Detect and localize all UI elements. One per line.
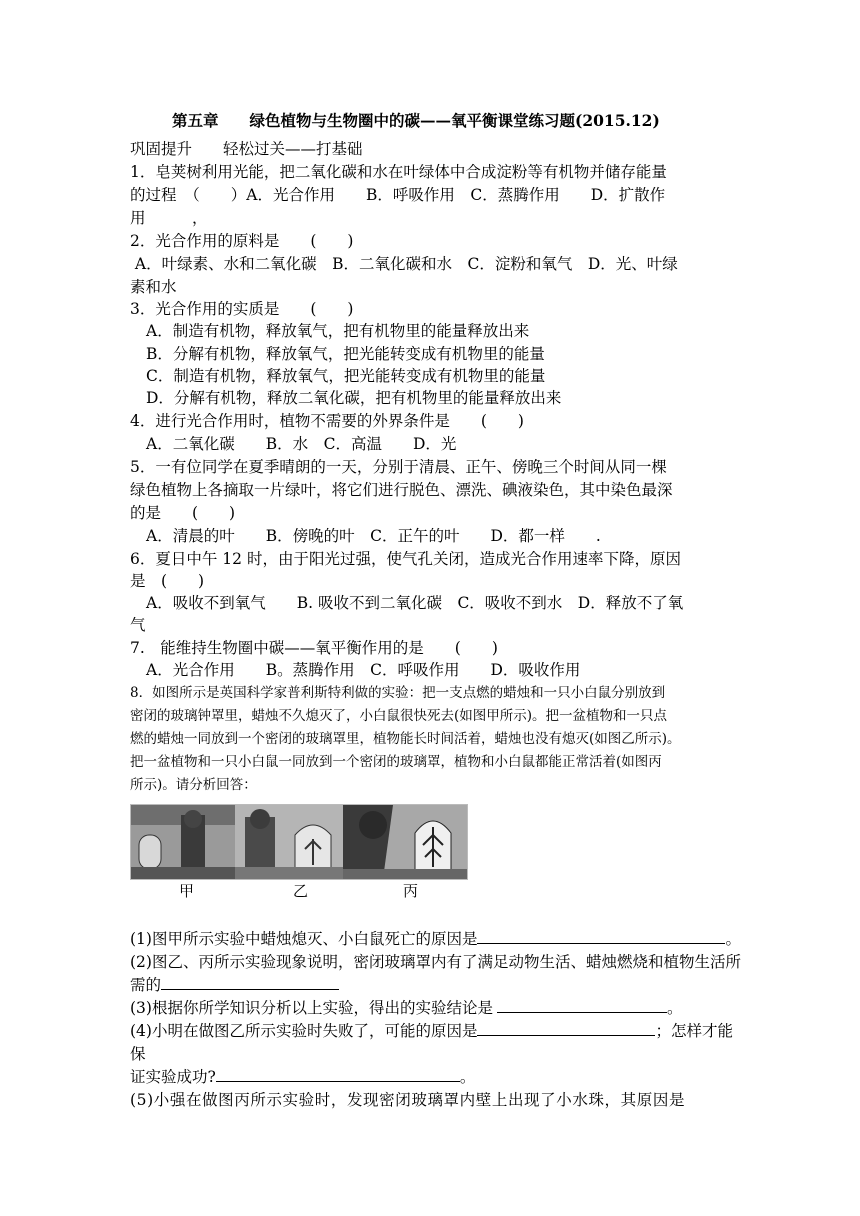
subq2-answer-blank[interactable] — [161, 974, 339, 990]
q3-option-d: D．分解有机物，释放二氧化碳，把有机物里的能量释放出来 — [146, 389, 562, 407]
q3-option-a: A．制造有机物，释放氧气，把有机物里的能量释放出来 — [146, 322, 530, 340]
subq1 — [130, 928, 741, 950]
page-title: 第五章 绿色植物与生物圈中的碳——氧平衡课堂练习题(2015.12) — [172, 111, 660, 130]
subq4-answer-blank-1[interactable] — [477, 1020, 655, 1036]
subq4-mid: ；怎样才能 — [655, 1022, 733, 1040]
subq3-text: (3)根据你所学知识分析以上实验，得出的实验结论是 — [130, 999, 493, 1017]
section-subtitle: 巩固提升 轻松过关——打基础 — [130, 140, 363, 158]
q5-line2: 绿色植物上各摘取一片绿叶，将它们进行脱色、漂洗、碘液染色，其中染色最深 — [130, 481, 673, 499]
q5-line1: 5．一有位同学在夏季晴朗的一天，分别于清晨、正午、傍晚三个时间从同一棵 — [130, 458, 667, 476]
subq3 — [130, 997, 682, 1019]
q8-line5: 所示)。请分析回答： — [130, 777, 257, 793]
q6-line2: 是 ( ) — [130, 572, 205, 590]
q1-line3: 用 ， — [130, 209, 208, 227]
q6-line4: 气 — [130, 616, 146, 634]
subq5: (5)小强在做图丙所示实验时，发现密闭玻璃罩内壁上出现了小水珠，其原因是 — [130, 1091, 686, 1109]
experiment-figure — [130, 804, 468, 880]
subq4-end: 。 — [459, 1068, 476, 1086]
figure-caption-bing: 丙 — [403, 882, 419, 900]
experiment-panel-bing — [343, 805, 467, 879]
q8-line3: 燃的蜡烛一同放到一个密闭的玻璃罩里，植物能长时间活着，蜡烛也没有熄灭(如图乙所示)。 — [130, 731, 681, 747]
subq2-text: 需的 — [130, 976, 162, 994]
subq2-line1: (2)图乙、丙所示实验现象说明，密闭玻璃罩内有了满足动物生活、蜡烛燃烧和植物生活所 — [130, 953, 741, 971]
subq1-text: (1)图甲所示实验中蜡烛熄灭、小白鼠死亡的原因是 — [130, 930, 478, 948]
subq4-text: (4)小明在做图乙所示实验时失败了，可能的原因是 — [130, 1022, 478, 1040]
q4-line1: 4．进行光合作用时，植物不需要的外界条件是 ( ) — [130, 412, 524, 430]
q6-line3: A．吸收不到氧气 B. 吸收不到二氧化碳 C．吸收不到水 D．释放不了氧 — [146, 594, 684, 612]
figure-caption-jia: 甲 — [179, 882, 195, 900]
q1-line1: 1．皂荚树利用光能，把二氧化碳和水在叶绿体中合成淀粉等有机物并储存能量 — [130, 163, 667, 181]
q2-line1: 2．光合作用的原料是 ( ) — [130, 232, 354, 250]
subq3-end: 。 — [666, 999, 683, 1017]
experiment-panel-yi — [235, 805, 343, 879]
q3-option-c: C．制造有机物，释放氧气，把光能转变成有机物里的能量 — [146, 367, 546, 385]
q2-line3: 素和水 — [130, 278, 177, 296]
subq4-line1 — [130, 1020, 733, 1042]
q4-options: A．二氧化碳 B．水 C．高温 D．光 — [146, 435, 457, 453]
subq2-line2 — [130, 974, 339, 996]
q7-options: A．光合作用 B。蒸腾作用 C．呼吸作用 D．吸收作用 — [146, 661, 581, 679]
subq3-answer-blank[interactable] — [497, 997, 667, 1013]
q1-line2: 的过程 （ ）A．光合作用 B．呼吸作用 C．蒸腾作用 D．扩散作 — [130, 186, 666, 204]
q8-line4: 把一盆植物和一只小白鼠一同放到一个密闭的玻璃罩，植物和小白鼠都能正常活着(如图丙 — [130, 754, 662, 770]
q6-line1: 6．夏日中午 12 时，由于阳光过强，使气孔关闭，造成光合作用速率下降，原因 — [130, 550, 681, 568]
experiment-panel-jia — [131, 805, 235, 879]
q5-options: A．清晨的叶 B．傍晚的叶 C．正午的叶 D．都一样 . — [146, 527, 601, 545]
subq1-answer-blank[interactable] — [477, 928, 725, 944]
subq4-line2: 保 — [130, 1045, 146, 1063]
q5-line3: 的是 ( ) — [130, 504, 236, 522]
q7-line1: 7. 能维持生物圈中碳——氧平衡作用的是 ( ) — [130, 639, 498, 657]
q3-option-b: B．分解有机物，释放氧气，把光能转变成有机物里的能量 — [146, 345, 545, 363]
q8-line1: 8．如图所示是英国科学家普利斯特利做的实验：把一支点燃的蜡烛和一只小白鼠分别放到 — [130, 685, 666, 701]
subq4-answer-blank-2[interactable] — [216, 1066, 460, 1082]
figure-caption-yi: 乙 — [293, 882, 309, 900]
q3-line1: 3．光合作用的实质是 ( ) — [130, 300, 354, 318]
q2-line2: A．叶绿素、水和二氧化碳 B．二氧化碳和水 C．淀粉和氧气 D．光、叶绿 — [130, 255, 678, 273]
subq1-end: 。 — [725, 930, 741, 948]
subq4-text2: 证实验成功? — [130, 1068, 216, 1086]
subq4-line3 — [130, 1066, 475, 1088]
q8-line2: 密闭的玻璃钟罩里，蜡烛不久熄灭了，小白鼠很快死去(如图甲所示)。把一盆植物和一只点 — [130, 708, 668, 724]
